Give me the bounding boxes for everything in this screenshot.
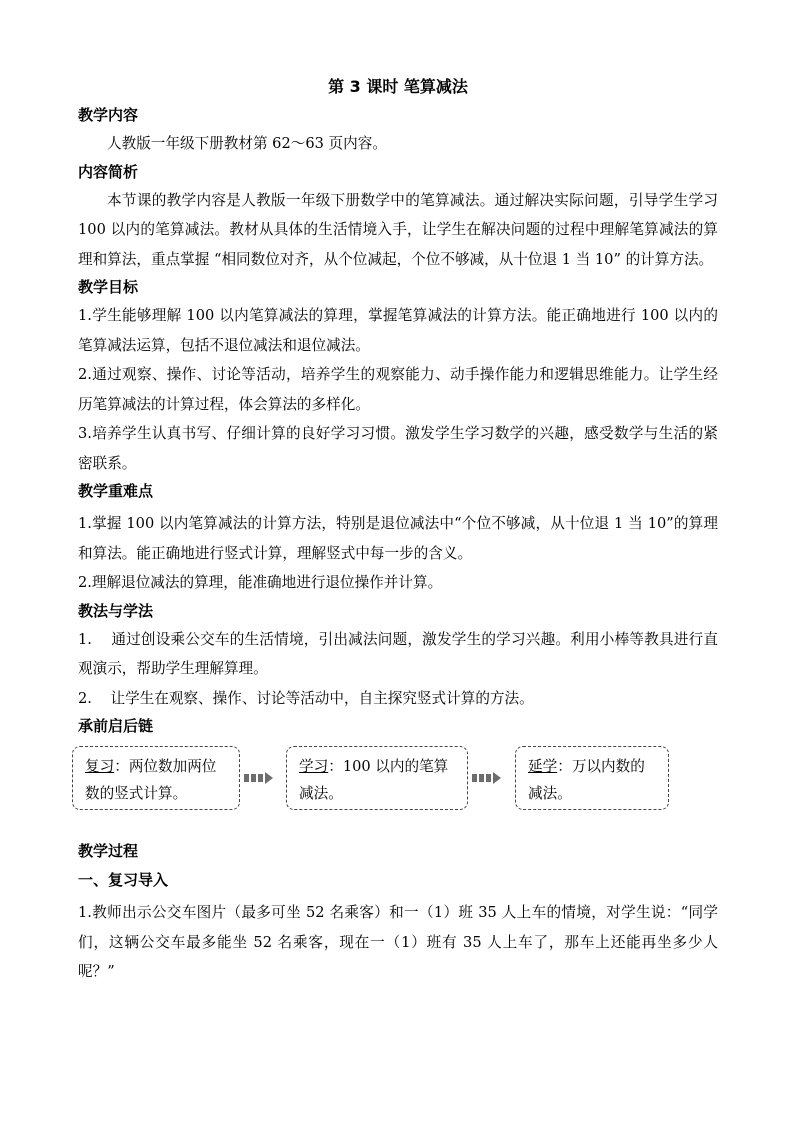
link-box-extend-key: 延学 <box>528 758 558 775</box>
link-box-learn <box>286 746 468 810</box>
key-point-item-2: 2.理解退位减法的算理，能准确地进行退位操作并计算。 <box>78 574 443 591</box>
heading-methods: 教法与学法 <box>78 601 154 620</box>
goal-item-1: 1.学生能够理解 100 以内笔算减法的算理，掌握笔算减法的计算方法。能正确地进行 100 以内的笔算减法运算，包括不退位减法和退位减法。 <box>78 307 718 354</box>
link-box-review-key: 复习 <box>85 758 115 775</box>
link-box-learn-sep: ： <box>328 758 343 775</box>
lesson-title: 第 3 课时 笔算减法 <box>328 77 468 96</box>
link-flow-diagram <box>78 746 718 816</box>
link-box-extend-sep: ： <box>557 758 572 775</box>
link-box-review-text: 两位数加两位数的竖式计算。 <box>85 758 217 802</box>
link-box-extend-text: 万以内数的减法。 <box>528 758 645 802</box>
link-box-review <box>72 746 240 810</box>
method-item-1: 1. 通过创设乘公交车的生活情境，引出减法问题，激发学生的学习兴趣。利用小棒等教具进行直观演示，帮助学生理解算理。 <box>78 630 718 677</box>
link-box-review-sep: ： <box>114 758 129 775</box>
link-box-learn-key: 学习 <box>299 758 329 775</box>
heading-content-analysis: 内容简析 <box>78 162 139 181</box>
document-page <box>78 72 718 987</box>
goal-item-2: 2.通过观察、操作、讨论等活动，培养学生的观察能力、动手操作能力和逻辑思维能力。让学生经历笔算减法的计算过程，体会算法的多样化。 <box>78 366 718 413</box>
heading-teaching-goals: 教学目标 <box>78 278 139 296</box>
process-item-1: 1.教师出示公交车图片（最多可坐 52 名乘客）和一（1）班 35 人上车的情境，对学生说：“同学们，这辆公交车最多能坐 52 名乘客，现在一（1）班有 35 人上车了，那车上还能再坐多少人呢？” <box>78 904 718 980</box>
subheading-review-intro: 一、复习导入 <box>78 871 169 889</box>
goal-item-3: 3.培养学生认真书写、仔细计算的良好学习习惯。激发学生学习数学的兴趣，感受数学与生活的紧密联系。 <box>78 425 718 472</box>
teaching-content-text: 人教版一年级下册教材第 62～63 页内容。 <box>107 135 387 152</box>
heading-teaching-process: 教学过程 <box>78 842 139 860</box>
method-item-2: 2. 让学生在观察、操作、讨论等活动中，自主探究竖式计算的方法。 <box>78 689 534 707</box>
heading-key-points: 教学重难点 <box>78 482 154 500</box>
arrow-icon <box>244 772 273 784</box>
heading-teaching-content: 教学内容 <box>78 106 139 124</box>
heading-links: 承前启后链 <box>78 717 154 735</box>
content-analysis-text: 本节课的教学内容是人教版一年级下册数学中的笔算减法。通过解决实际问题，引导学生学习 100 以内的笔算减法。教材从具体的生活情境入手，让学生在解决问题的过程中理解笔算减法的算理和算法，重点掌握 “相同数位对齐，从个位减起，个位不够减，从十位退 1 当 10” 的计算方法。 <box>78 191 718 268</box>
link-box-learn-text: 100 以内的笔算减法。 <box>299 758 449 802</box>
arrow-icon <box>472 772 501 784</box>
link-box-extend <box>515 746 669 810</box>
key-point-item-1: 1.掌握 100 以内笔算减法的计算方法，特别是退位减法中“个位不够减，从十位退 1 当 10”的算理和算法。能正确地进行竖式计算，理解竖式中每一步的含义。 <box>78 515 718 562</box>
